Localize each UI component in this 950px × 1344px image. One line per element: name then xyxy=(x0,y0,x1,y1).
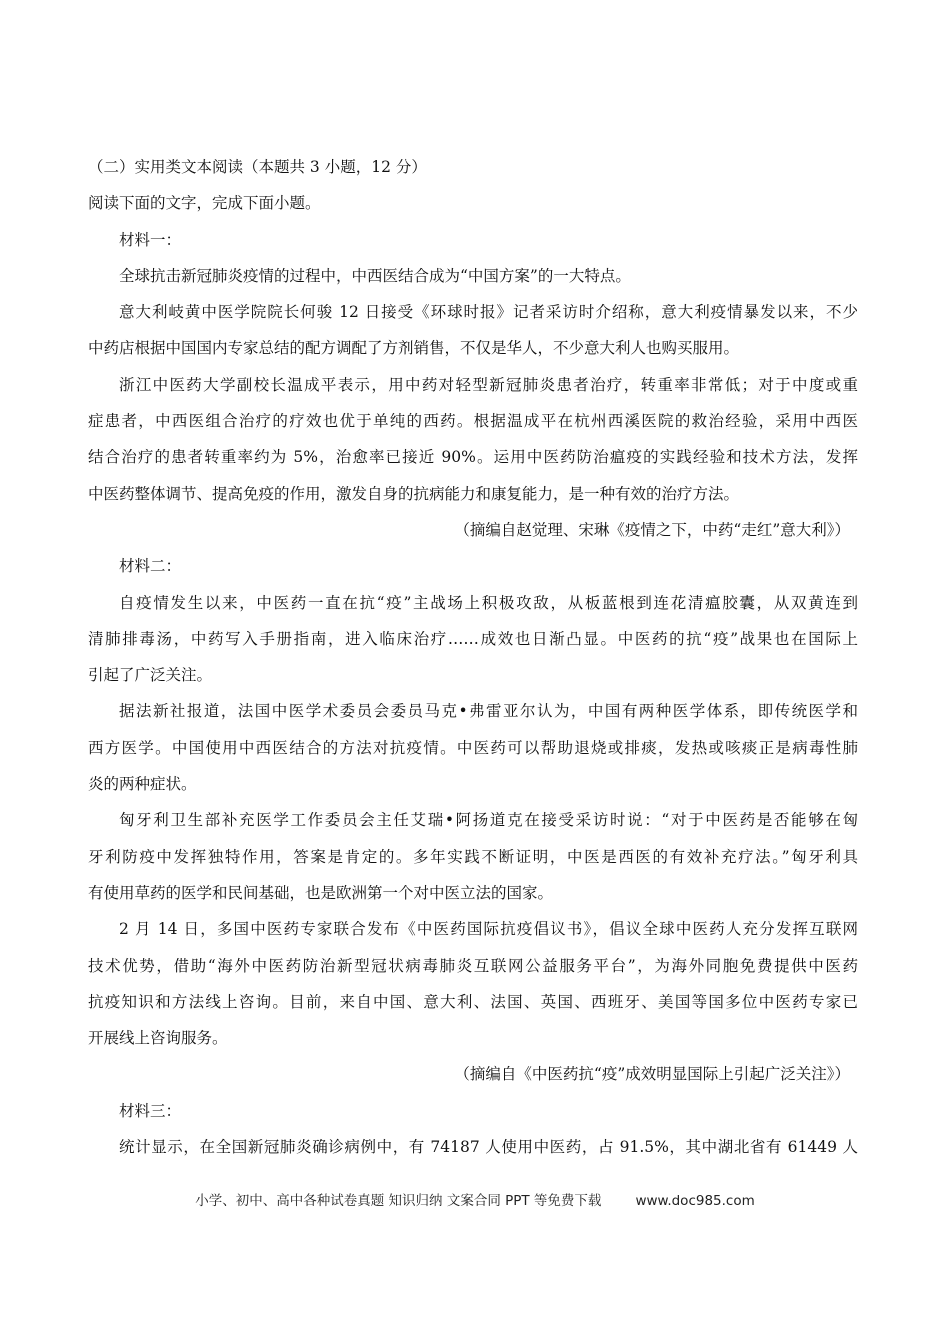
paragraph-line: 有使用草药的医学和民间基础，也是欧洲第一个对中医立法的国家。 xyxy=(88,883,554,902)
footer-text: 小学、初中、高中各种试卷真题 知识归纳 文案合同 PPT 等免费下载 xyxy=(195,1193,602,1209)
section-title: （二）实用类文本阅读（本题共 3 小题，12 分） xyxy=(88,158,427,176)
paragraph-line: 清肺排毒汤，中药写入手册指南，进入临床治疗……成效也日渐凸显。中医药的抗“疫”战果也在国际上 xyxy=(88,629,858,648)
paragraph-line: 全球抗击新冠肺炎疫情的过程中，中西医结合成为“中国方案”的一大特点。 xyxy=(119,266,631,285)
paragraph-line: 炎的两种症状。 xyxy=(88,775,197,794)
paragraph-line: 匈牙利卫生部补充医学工作委员会主任艾瑞•阿扬道克在接受采访时说：“对于中医药是否能够在匈 xyxy=(119,811,858,830)
paragraph-line: 牙利防疫中发挥独特作用，答案是肯定的。多年实践不断证明，中医是西医的有效补充疗法。”匈牙利具 xyxy=(88,847,858,866)
paragraph-line: 西方医学。中国使用中西医结合的方法对抗疫情。中医药可以帮助退烧或排痰，发热或咳痰正是病毒性肺 xyxy=(88,738,858,757)
document-body xyxy=(88,149,858,1165)
paragraph-line: 引起了广泛关注。 xyxy=(88,666,213,685)
paragraph-line: 2 月 14 日，多国中医药专家联合发布《中医药国际抗疫倡议书》，倡议全球中医药人充分发挥互联网 xyxy=(119,920,858,939)
paragraph-line: 自疫情发生以来，中医药一直在抗“疫”主战场上积极攻敌，从板蓝根到连花清瘟胶囊，从双黄连到 xyxy=(119,593,858,612)
paragraph-line: 开展线上咨询服务。 xyxy=(88,1029,228,1048)
paragraph-line: 浙江中医药大学副校长温成平表示，用中药对轻型新冠肺炎患者治疗，转重率非常低；对于中度或重 xyxy=(119,375,858,394)
material1-source: （摘编自赵觉理、宋琳《疫情之下，中药“走红”意大利》） xyxy=(454,520,850,539)
material2-source: （摘编自《中医药抗“疫”成效明显国际上引起广泛关注》） xyxy=(454,1065,850,1084)
paragraph-line: 中药店根据中国国内专家总结的配方调配了方剂销售，不仅是华人，不少意大利人也购买服用。 xyxy=(88,339,740,358)
paragraph-line: 技术优势，借助“海外中医药防治新型冠状病毒肺炎互联网公益服务平台”，为海外同胞免费提供中医药 xyxy=(88,956,858,975)
paragraph-line: 结合治疗的患者转重率约为 5%，治愈率已接近 90%。运用中医药防治瘟疫的实践经验和技术方法，发挥 xyxy=(88,448,858,467)
footer-site-link[interactable]: www.doc985.com xyxy=(635,1193,755,1209)
paragraph-line: 中医药整体调节、提高免疫的作用，激发自身的抗病能力和康复能力，是一种有效的治疗方法。 xyxy=(88,484,740,503)
paragraph-line: 症患者，中西医组合治疗的疗效也优于单纯的西药。根据温成平在杭州西溪医院的救治经验，采用中西医 xyxy=(88,412,858,431)
instruction-text: 阅读下面的文字，完成下面小题。 xyxy=(88,194,321,213)
paragraph-line: 据法新社报道，法国中医学术委员会委员马克•弗雷亚尔认为，中国有两种医学体系，即传统医学和 xyxy=(119,702,858,721)
material1-heading: 材料一： xyxy=(119,230,182,249)
paragraph-line: 意大利岐黄中医学院院长何骏 12 日接受《环球时报》记者采访时介绍称，意大利疫情暴发以来，不少 xyxy=(119,303,858,322)
material2-heading: 材料二： xyxy=(119,557,182,576)
paragraph-line: 抗疫知识和方法线上咨询。目前，来自中国、意大利、法国、英国、西班牙、美国等国多位中医药专家已 xyxy=(88,992,858,1011)
page-footer xyxy=(0,1189,950,1209)
paragraph-line: 统计显示，在全国新冠肺炎确诊病例中，有 74187 人使用中医药，占 91.5%，其中湖北省有 61449 人 xyxy=(119,1138,858,1157)
material3-heading: 材料三： xyxy=(119,1101,182,1120)
